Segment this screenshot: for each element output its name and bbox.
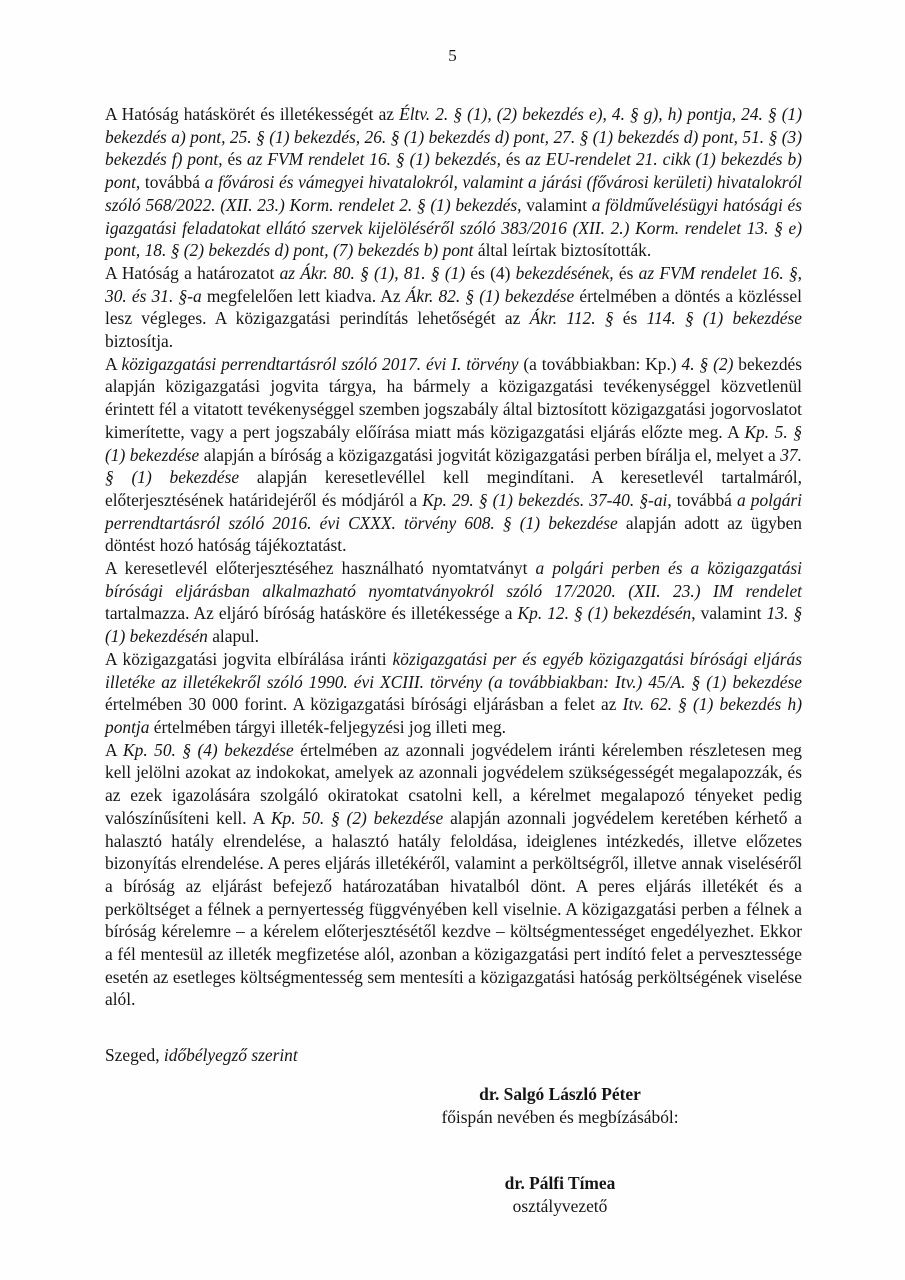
text-run: A (105, 739, 124, 760)
citation-italic-run: Éltv. 2. § (1), (2) bekezdés e), 4. § g), h) pontja, 24. § (1) bekezdés a) pont, 25. § (1) bekezdés, 26. § (1) bekezdés d) pont, 27. § (1) bekezdés d) pont, 51. § (3) bekezdés f) pont, (105, 104, 802, 170)
text-run: továbbá (140, 172, 205, 193)
text-run: értelmében tárgyi illeték-feljegyzési jog illeti meg. (149, 716, 506, 737)
text-run: alapján azonnali jogvédelem keretében kérhető a halasztó hatály elrendelése, a halasztó hatály feloldása, ideiglenes intézkedés, illetve előzetes bizonyítás elrendelése. A peres eljárás illetékéről, valamint a perköltségről, illetve annak viseléséről a bíróság az eljárást befejező határozatában hivatalból dönt. A peres eljárás illetékét és a perköltséget a félnek a pernyertesség függvényében kell viselnie. A közigazgatási perben a félnek a bíróság kérelemre – a kérelem előterjesztésétől kezdve – költségmentességet engedélyezhet. Ekkor a fél mentesül az illeték megfizetése alól, azonban a közigazgatási pert indító felet a pervesztessége esetén az esetleges költségmentesség sem mentesíti a közigazgatási hatóság perköltségének viselése alól. (105, 807, 803, 1010)
citation-italic-run: Kp. 5. § (1) bekezdése (105, 421, 802, 465)
signatory-name-head-of-department: dr. Pálfi Tímea (504, 1173, 616, 1194)
signature-block-head-of-department (345, 1172, 775, 1217)
citation-italic-run: a földművelésügyi hatósági és igazgatási feladatokat ellátó szervek kijelöléséről szóló 383/2016 (XII. 2.) Korm. rendelet 13. § e) pont, 18. § (2) bekezdés d) pont, (7) bekezdés b) pont (105, 194, 802, 261)
signature-block-chief (345, 1083, 775, 1128)
paragraph-administrative-lawsuit (105, 353, 802, 557)
text-run: , továbbá (667, 489, 737, 510)
text-run: Szeged, (105, 1045, 164, 1066)
citation-italic-run: bekezdésének, (515, 262, 614, 283)
citation-italic-run: 37. § (1) bekezdése (105, 444, 802, 488)
text-run: alapján a bíróság a közigazgatási jogvitát közigazgatási perben bírálja el, melyet a (199, 444, 781, 465)
paragraph-decision-issuance (105, 262, 802, 353)
text-run: A Hatóság hatáskörét és illetékességét az (105, 104, 400, 124)
paragraph-immediate-protection (105, 739, 802, 1011)
text-run: értelmében 30 000 forint. A közigazgatási bírósági eljárásban a felet az (105, 694, 623, 715)
paragraph-jurisdiction-basis (105, 103, 802, 262)
citation-italic-run: időbélyegző szerint (163, 1045, 298, 1066)
citation-italic-run: 13. § (1) bekezdésén (105, 603, 803, 647)
citation-italic-run: az FVM rendelet 16. § (1) bekezdés, (246, 149, 501, 170)
citation-italic-run: Kp. 50. § (2) bekezdése (270, 807, 444, 828)
text-run: A keresetlevél előterjesztéséhez használható nyomtatványt (105, 558, 536, 579)
text-run: és (613, 262, 639, 283)
text-run: és (500, 149, 526, 170)
signatory-name-chief: dr. Salgó László Péter (479, 1083, 641, 1104)
citation-italic-run: Kp. 12. § (1) bekezdésén (517, 603, 692, 624)
signatory-title-head-of-department: osztályvezető (512, 1195, 608, 1216)
text-run: értelmében a döntés a közléssel lesz végleges. A közigazgatási perindítás lehetőségét az (105, 285, 802, 329)
paragraph-court-fee (105, 648, 802, 739)
text-run: biztosítja. (105, 331, 174, 352)
page-number: 5 (448, 46, 457, 65)
text-run: és (4) (465, 262, 516, 283)
text-run: A Hatóság a határozatot (105, 262, 280, 283)
text-run: bekezdés alapján közigazgatási jogvita tárgya, ha bármely a közigazgatási tevékenységgel közvetlenül érintett fél a vitatott tevékenységgel szemben jogszabály által biztosított közigazgatási jogorvoslatot kimerítette, vagy a pert jogszabály előírása miatt más közigazgatási eljárás előzte meg. A (105, 353, 803, 442)
citation-italic-run: Kp. 29. § (1) bekezdés. 37-40. §-ai (422, 489, 668, 510)
text-run: A (105, 353, 122, 374)
text-run: alapján adott az ügyben döntést hozó hatóság tájékoztatást. (105, 512, 802, 556)
text-run: , valamint (691, 603, 767, 624)
citation-italic-run: Ákr. 112. § (529, 308, 614, 329)
text-run: által leírtak biztosították. (473, 240, 652, 261)
citation-italic-run: Itv. 62. § (1) bekezdés h) pontja (105, 694, 803, 737)
text-run: és (613, 308, 647, 329)
text-run: A közigazgatási jogvita elbírálása iránti (105, 648, 393, 669)
citation-italic-run: közigazgatási perrendtartásról szóló 2017. évi I. törvény (121, 353, 519, 374)
text-run: és (222, 149, 247, 170)
text-run: megfelelően lett kiadva. Az (201, 285, 406, 306)
citation-italic-run: 114. § (1) bekezdése (646, 308, 802, 329)
citation-italic-run: Kp. 50. § (4) bekezdése (123, 739, 294, 760)
citation-italic-run: az EU-rendelet 21. cikk (1) bekezdés b) pont, (105, 149, 802, 193)
text-run: tartalmazza. Az eljáró bíróság hatásköre és illetékessége a (105, 603, 518, 624)
citation-italic-run: 4. § (2) (681, 353, 734, 374)
citation-italic-run: közigazgatási per és egyéb közigazgatási bírósági eljárás illetéke az illetékekről szóló 1990. évi XCIII. törvény (a továbbiakban: Itv.) 45/A. § (1) bekezdése (105, 648, 803, 692)
document-body (105, 103, 802, 1011)
text-run: alapján keresetlevéllel kell megindítani. A keresetlevél tartalmáról, előterjesztésének határidejéről és módjáról a (105, 467, 802, 510)
citation-italic-run: Ákr. 82. § (1) bekezdése (405, 285, 575, 306)
citation-italic-run: az FVM rendelet 16. §, 30. és 31. §-a (105, 262, 802, 306)
citation-italic-run: a polgári perben és a közigazgatási bírósági eljárásban alkalmazható nyomtatványokról szóló 17/2020. (XII. 23.) IM rendelet (105, 558, 803, 601)
dateline (105, 1044, 802, 1067)
signatory-title-chief: főispán nevében és megbízásából: (441, 1106, 679, 1127)
text-run: értelmében az azonnali jogvédelem iránti kérelemben részletesen meg kell jelölni azokat az indokokat, amelyek az azonnali jogvédelem szükségességét megalapozzák, és az ezek igazolására szolgáló okiratokat csatolni kell, a kérelmet megalapozó tényeket pedig valószínűsíteni kell. A (105, 739, 802, 828)
citation-italic-run: a polgári perrendtartásról szóló 2016. évi CXXX. törvény 608. § (1) bekezdése (105, 489, 803, 533)
text-run: valamint (521, 194, 592, 215)
text-run: alapul. (207, 626, 260, 647)
citation-italic-run: a fővárosi és vámegyei hivatalokról, valamint a járási (fővárosi kerületi) hivatalokról szóló 568/2022. (XII. 23.) Korm. rendelet 2. § (1) bekezdés, (105, 172, 802, 215)
text-run: (a továbbiakban: Kp.) (518, 353, 682, 374)
citation-italic-run: az Ákr. 80. § (1), 81. § (1) (279, 262, 466, 283)
paragraph-claim-form (105, 557, 802, 648)
